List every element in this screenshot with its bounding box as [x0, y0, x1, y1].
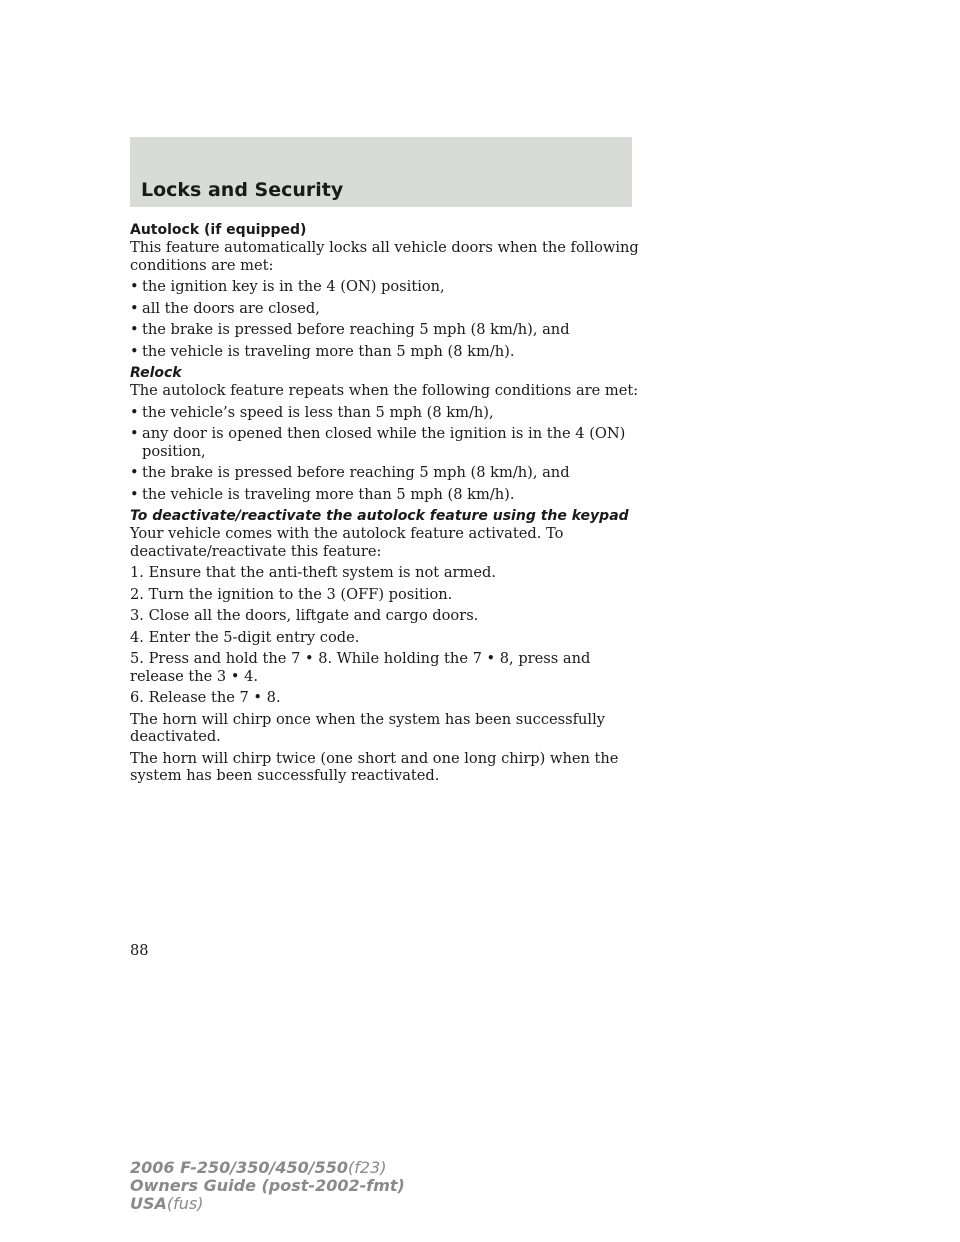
deactivate-intro: Your vehicle comes with the autolock feature activated. To deactivate/reactivate this feature:	[130, 525, 564, 560]
list-item: 3. Close all the doors, liftgate and cargo doors.	[130, 607, 479, 624]
list-item: • the vehicle is traveling more than 5 mph (8 km/h).	[130, 485, 515, 503]
footer-model-line	[130, 1159, 405, 1177]
bullet-icon: •	[130, 485, 139, 503]
bullet-icon: •	[130, 464, 139, 481]
footer-guide: Owners Guide (post-2002-fmt)	[130, 1176, 405, 1195]
section-title: Locks and Security	[141, 179, 344, 201]
footer-market-code: (fus)	[166, 1194, 204, 1213]
autolock-intro: This feature automatically locks all vehicle doors when the following conditions are met:	[130, 239, 639, 274]
footer-guide-line	[130, 1177, 405, 1195]
list-item: • any door is opened then closed while the ignition is in the 4 (ON) position,	[130, 425, 626, 460]
list-item: • the vehicle is traveling more than 5 mph (8 km/h).	[130, 342, 515, 360]
page-number: 88	[130, 942, 149, 959]
autolock-heading: Autolock (if equipped)	[130, 222, 307, 238]
list-item: 5. Press and hold the 7 • 8. While holding the 7 • 8, press and release the 3 • 4.	[130, 650, 591, 685]
list-item: • the brake is pressed before reaching 5 mph (8 km/h), and	[130, 464, 570, 481]
list-item: • all the doors are closed,	[130, 299, 320, 317]
relock-heading: Relock	[130, 365, 182, 381]
deactivate-steps-list	[130, 564, 640, 707]
bullet-icon: •	[130, 342, 139, 360]
page-content	[130, 222, 640, 789]
list-item: 2. Turn the ignition to the 3 (OFF) position.	[130, 585, 453, 603]
bullet-icon: •	[130, 278, 139, 295]
list-item: 6. Release the 7 • 8.	[130, 689, 281, 706]
bullet-icon: •	[130, 321, 139, 338]
footer-market-line	[130, 1195, 405, 1213]
relock-conditions-list	[130, 404, 640, 504]
list-item: 1. Ensure that the anti-theft system is not armed.	[130, 564, 496, 581]
list-item: 4. Enter the 5-digit entry code.	[130, 628, 360, 646]
list-item: • the brake is pressed before reaching 5 mph (8 km/h), and	[130, 321, 570, 338]
list-item: • the vehicle’s speed is less than 5 mph (8 km/h),	[130, 403, 494, 421]
list-item: • the ignition key is in the 4 (ON) position,	[130, 278, 445, 295]
relock-intro: The autolock feature repeats when the following conditions are met:	[130, 382, 639, 399]
footer-model-code: (f23)	[348, 1158, 387, 1177]
reactivated-note: The horn will chirp twice (one short and one long chirp) when the system has been successfully reactivated.	[130, 749, 619, 784]
deactivate-heading: To deactivate/reactivate the autolock feature using the keypad	[130, 508, 629, 524]
bullet-icon: •	[130, 403, 139, 421]
bullet-icon: •	[130, 425, 139, 442]
footer-model: 2006 F-250/350/450/550	[130, 1158, 348, 1177]
autolock-conditions-list	[130, 278, 640, 360]
bullet-icon: •	[130, 299, 139, 317]
footer-market: USA	[130, 1194, 167, 1213]
document-footer	[130, 1159, 405, 1213]
deactivated-note: The horn will chirp once when the system has been successfully deactivated.	[130, 710, 605, 745]
